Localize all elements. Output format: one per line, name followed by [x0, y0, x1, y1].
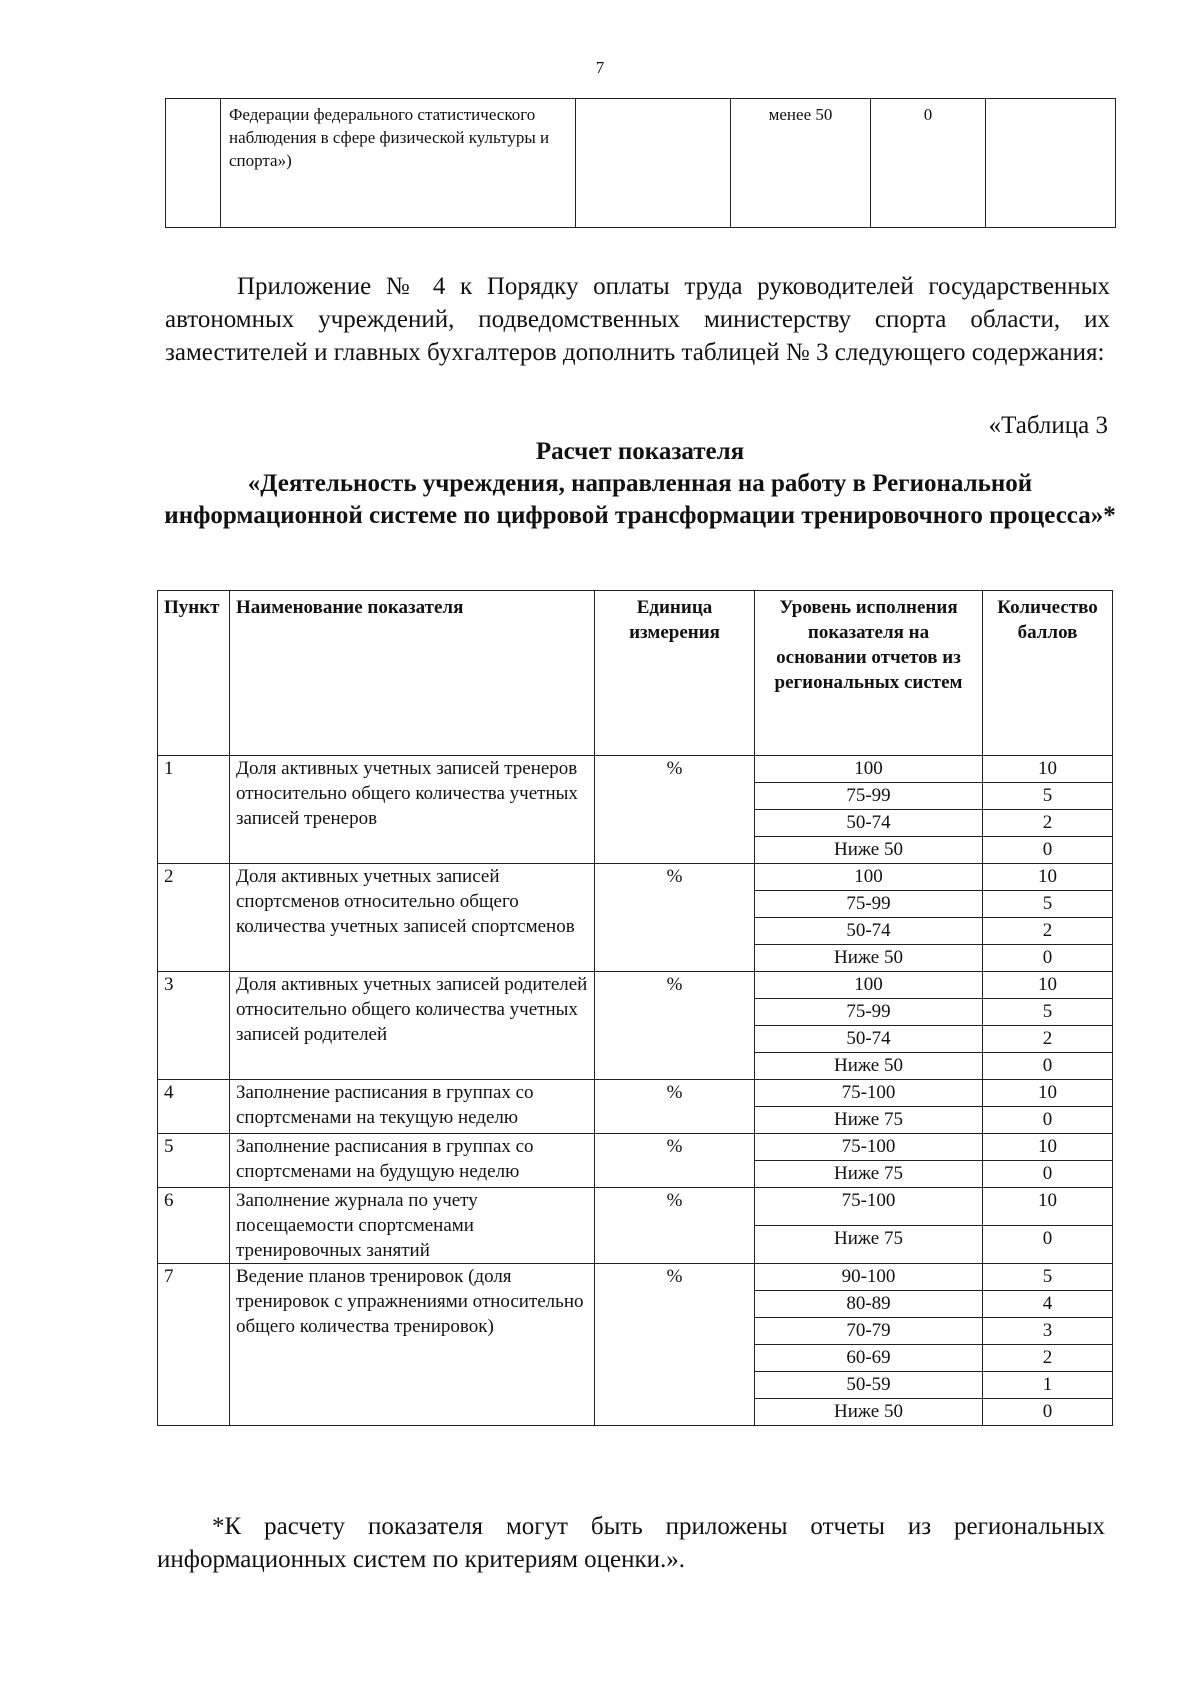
points-cell: 0 [983, 1053, 1113, 1080]
intro-paragraph: Приложение № 4 к Порядку оплаты труда руководителей государственных автономных учреждений, подведомственных министерству спорта области, их заместителей и главных бухгалтеров дополнить таблицей № 3 следующего содержания: [165, 273, 1110, 366]
item-cell: 5 [158, 1134, 230, 1188]
header-points: Количество баллов [983, 591, 1113, 756]
level-cell: 80-89 [755, 1291, 983, 1318]
level-cell: 75-99 [755, 999, 983, 1026]
level-cell: 75-100 [755, 1134, 983, 1161]
level-cell: Ниже 75 [755, 1226, 983, 1264]
points-cell: 4 [983, 1291, 1113, 1318]
level-cell: 50-74 [755, 1026, 983, 1053]
level-cell: 100 [755, 972, 983, 999]
table-row [158, 1264, 1113, 1291]
table-row [158, 1080, 1113, 1107]
points-cell: 10 [983, 1188, 1113, 1226]
table-label: «Таблица 3 [988, 412, 1108, 439]
points-cell: 5 [983, 783, 1113, 810]
points-cell: 0 [983, 1161, 1113, 1188]
document-title [160, 436, 1120, 532]
table-row [158, 1134, 1113, 1161]
level-cell: 75-100 [755, 1080, 983, 1107]
cont-unit-cell [576, 99, 731, 228]
points-cell: 1 [983, 1372, 1113, 1399]
indicator-name-cell: Доля активных учетных записей родителей относительно общего количества учетных записей родителей [230, 972, 595, 1080]
level-cell: 50-59 [755, 1372, 983, 1399]
points-cell: 10 [983, 756, 1113, 783]
cont-name-cell: Федерации федерального статистического наблюдения в сфере физической культуры и спорта») [221, 99, 576, 228]
cont-level-cell: менее 50 [731, 99, 871, 228]
points-cell: 5 [983, 999, 1113, 1026]
title-line-2: «Деятельность учреждения, направленная на работу в Региональной информационной системе по цифровой трансформации тренировочного процесса»* [164, 470, 1116, 529]
page-number: 7 [595, 58, 605, 77]
indicator-name-cell: Заполнение расписания в группах со спортсменами на будущую неделю [230, 1134, 595, 1188]
indicator-name-cell: Доля активных учетных записей тренеров относительно общего количества учетных записей тренеров [230, 756, 595, 864]
points-cell: 10 [983, 1134, 1113, 1161]
level-cell: 100 [755, 756, 983, 783]
header-unit: Единица измерения [595, 591, 755, 756]
points-cell: 2 [983, 918, 1113, 945]
level-cell: 75-99 [755, 891, 983, 918]
level-cell: 75-100 [755, 1188, 983, 1226]
unit-cell: % [595, 1080, 755, 1134]
indicator-name-cell: Ведение планов тренировок (доля тренировок с упражнениями относительно общего количества тренировок) [230, 1264, 595, 1426]
level-cell: Ниже 50 [755, 837, 983, 864]
points-cell: 5 [983, 1264, 1113, 1291]
points-cell: 2 [983, 810, 1113, 837]
unit-cell: % [595, 972, 755, 1080]
item-cell: 2 [158, 864, 230, 972]
indicator-name-cell: Доля активных учетных записей спортсменов относительно общего количества учетных записей спортсменов [230, 864, 595, 972]
points-cell: 2 [983, 1345, 1113, 1372]
indicator-name-cell: Заполнение журнала по учету посещаемости спортсменами тренировочных занятий [230, 1188, 595, 1264]
unit-cell: % [595, 864, 755, 972]
continuation-table [165, 98, 1116, 228]
header-item: Пункт [158, 591, 230, 756]
points-cell: 10 [983, 972, 1113, 999]
item-cell: 6 [158, 1188, 230, 1264]
header-name: Наименование показателя [230, 591, 595, 756]
points-cell: 0 [983, 1226, 1113, 1264]
table-row [166, 99, 1116, 228]
points-cell: 10 [983, 864, 1113, 891]
points-cell: 0 [983, 1107, 1113, 1134]
unit-cell: % [595, 1134, 755, 1188]
level-cell: Ниже 50 [755, 1053, 983, 1080]
table-header-row [158, 591, 1113, 756]
table-row [158, 1188, 1113, 1226]
cont-points-cell: 0 [871, 99, 986, 228]
level-cell: 75-99 [755, 783, 983, 810]
level-cell: Ниже 50 [755, 945, 983, 972]
table-row [158, 756, 1113, 783]
item-cell: 1 [158, 756, 230, 864]
item-cell: 4 [158, 1080, 230, 1134]
level-cell: 70-79 [755, 1318, 983, 1345]
footnote: *К расчету показателя могут быть приложены отчеты из региональных информационных систем по критериям оценки.». [157, 1513, 1105, 1573]
level-cell: 100 [755, 864, 983, 891]
header-level: Уровень исполнения показателя на основании отчетов из региональных систем [755, 591, 983, 756]
level-cell: Ниже 75 [755, 1107, 983, 1134]
points-cell: 0 [983, 837, 1113, 864]
level-cell: Ниже 50 [755, 1399, 983, 1426]
level-cell: 90-100 [755, 1264, 983, 1291]
unit-cell: % [595, 756, 755, 864]
level-cell: 60-69 [755, 1345, 983, 1372]
cont-item-cell [166, 99, 221, 228]
item-cell: 7 [158, 1264, 230, 1426]
table-row [158, 864, 1113, 891]
points-cell: 10 [983, 1080, 1113, 1107]
unit-cell: % [595, 1188, 755, 1264]
points-cell: 0 [983, 1399, 1113, 1426]
table-row [158, 972, 1113, 999]
item-cell: 3 [158, 972, 230, 1080]
level-cell: 50-74 [755, 810, 983, 837]
points-cell: 2 [983, 1026, 1113, 1053]
points-cell: 0 [983, 945, 1113, 972]
level-cell: 50-74 [755, 918, 983, 945]
unit-cell: % [595, 1264, 755, 1426]
title-line-1: Расчет показателя [535, 438, 745, 465]
points-cell: 5 [983, 891, 1113, 918]
points-cell: 3 [983, 1318, 1113, 1345]
indicator-name-cell: Заполнение расписания в группах со спортсменами на текущую неделю [230, 1080, 595, 1134]
indicator-table [157, 590, 1113, 1426]
table-body [158, 756, 1113, 1426]
cont-extra-cell [986, 99, 1116, 228]
level-cell: Ниже 75 [755, 1161, 983, 1188]
